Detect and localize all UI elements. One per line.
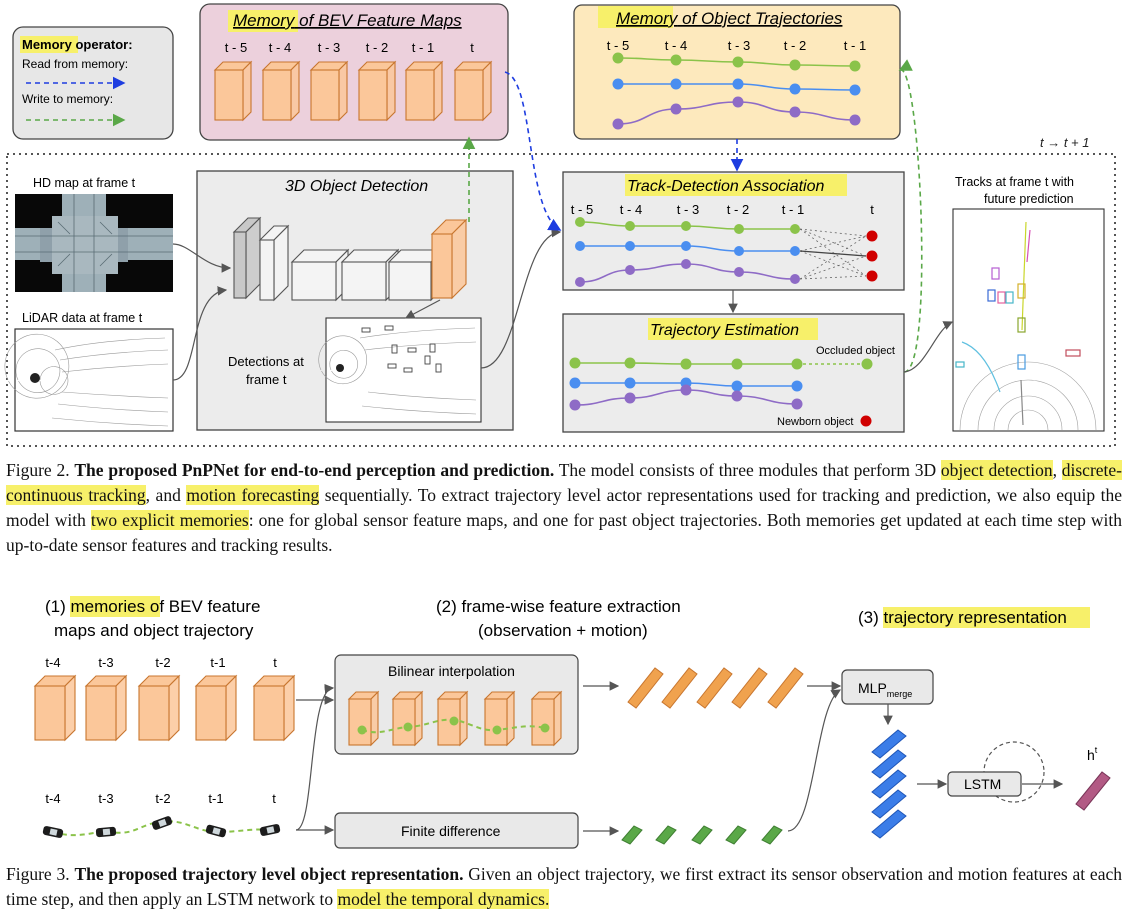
bev-cube-5-front <box>455 70 483 120</box>
svg-text:Memory operator: <box>22 37 133 52</box>
fig3-trajectory-time-labels <box>45 791 276 806</box>
f3-time-label-1: t-3 <box>98 655 114 670</box>
merged-features <box>872 730 906 838</box>
assoc-time-label-0: t - 5 <box>570 202 594 217</box>
mem-green-point-3 <box>790 60 801 71</box>
bev-memory-title-highlight: Memory <box>233 11 295 30</box>
fig2-caption-h3: motion forecasting <box>186 485 320 505</box>
memory-operator-legend <box>13 27 173 139</box>
bev-time-label-0: t - 5 <box>224 40 248 55</box>
assoc-green-point-3 <box>734 224 744 234</box>
f3-cube-4 <box>254 676 294 740</box>
mem-purple-point-3 <box>790 107 801 118</box>
f3-traj-label-0: t-4 <box>45 791 61 806</box>
f3-cube-2-front <box>139 686 169 740</box>
assoc-time-label-5: t <box>870 202 874 217</box>
det-layer-4-front <box>389 262 431 300</box>
step2-line1: (2) frame-wise feature extraction <box>436 597 681 616</box>
bilinear-sample-0 <box>358 726 367 735</box>
mem-blue-point-2 <box>733 79 744 90</box>
bev-time-label-4: t - 1 <box>411 40 435 55</box>
hidden-state <box>1076 745 1110 810</box>
det-layer-2-front <box>292 262 336 300</box>
step1-prefix: (1) <box>45 597 71 616</box>
est-purple-point-0 <box>570 400 581 411</box>
newborn-label: Newborn object <box>777 416 854 428</box>
fig2-caption-t4: sequentially. To extract trajectory level actor representations used for tracking and prediction, we also equip the model with <box>6 485 1123 530</box>
mlp-subscript: merge <box>886 689 913 699</box>
bilinear-cube-2-side <box>460 692 467 745</box>
svg-text:(1) memories of BEV feature <box>45 597 260 616</box>
f3-cube-3 <box>196 676 236 740</box>
mem-green-point-2 <box>733 57 744 68</box>
legend-title-rest: operator: <box>71 37 133 52</box>
fig2-caption-h4: two explicit memories <box>90 510 249 530</box>
mem-blue-point-3 <box>790 84 801 95</box>
fig3-feature-time-labels <box>45 655 277 670</box>
car-icon-1 <box>96 827 117 838</box>
f3-cube-2-side <box>169 676 179 740</box>
assoc-detection-0 <box>867 231 878 242</box>
fig3-trajectory-cars <box>42 815 280 838</box>
step1-highlight: memories o <box>70 597 160 616</box>
bev-cube-0 <box>215 62 251 120</box>
est-purple-point-2 <box>681 385 692 396</box>
fig2-caption-t2: , <box>1052 460 1062 480</box>
bilinear-cube-4-side <box>554 692 561 745</box>
det-layer-0-side <box>246 218 260 298</box>
bev-time-label-2: t - 3 <box>317 40 341 55</box>
step1-rest: f BEV feature <box>159 597 261 616</box>
detections-image <box>319 318 481 422</box>
car-icon-2 <box>151 815 173 830</box>
f3-traj-label-3: t-1 <box>208 791 224 806</box>
bev-cube-3 <box>359 62 395 120</box>
mem-purple-point-4 <box>850 115 861 126</box>
fig2-caption-h2: discrete-continuous tracking <box>6 460 1122 505</box>
f3-cube-0-side <box>65 676 75 740</box>
hidden-label: h <box>1087 747 1095 763</box>
assoc-detection-2 <box>867 271 878 282</box>
car-window <box>103 829 110 836</box>
bev-cube-1 <box>263 62 299 120</box>
car-icon-4 <box>259 824 280 837</box>
hidden-superscript: t <box>1094 745 1098 755</box>
f3-time-label-0: t-4 <box>45 655 61 670</box>
motion-feature-0 <box>622 826 642 844</box>
svg-text:(3) trajectory representation <box>858 608 1067 627</box>
assoc-blue-point-1 <box>625 241 635 251</box>
svg-text:Memory of BEV Feature Maps <box>233 11 462 30</box>
motion-feature-1 <box>656 826 676 844</box>
step3-highlight: trajectory representation <box>883 608 1067 627</box>
fig2-caption-h1: object detection <box>940 460 1053 480</box>
tracks-image <box>953 175 1104 431</box>
observation-feature-0 <box>628 668 663 708</box>
mlp-box <box>842 670 933 704</box>
legend-title-highlight: Memory <box>22 37 72 52</box>
bev-time-label-3: t - 2 <box>365 40 389 55</box>
mlp-label: MLP <box>858 680 887 696</box>
finite-box <box>335 813 578 848</box>
est-green-point-3 <box>732 359 743 370</box>
observation-feature-3 <box>732 668 767 708</box>
f3-time-label-4: t <box>273 655 277 670</box>
f3-time-label-3: t-1 <box>210 655 226 670</box>
bilinear-cube-1 <box>393 692 422 745</box>
bev-cube-4-front <box>406 70 434 120</box>
motion-features <box>622 826 782 844</box>
bilinear-cube-3-front <box>485 699 507 745</box>
traj-memory-title-rest: of Object Trajectories <box>677 9 843 28</box>
hd-map-image <box>15 176 173 292</box>
det-layer-2 <box>292 250 348 300</box>
est-purple-point-3 <box>732 391 743 402</box>
mem-blue-point-1 <box>671 79 682 90</box>
bev-memory-title-rest: of BEV Feature Maps <box>294 11 462 30</box>
det-layer-1 <box>260 226 288 300</box>
observation-feature-4 <box>768 668 803 708</box>
lstm-label: LSTM <box>964 776 1002 792</box>
f3-time-label-2: t-2 <box>155 655 171 670</box>
motion-feature-4 <box>762 826 782 844</box>
bev-cube-0-side <box>243 62 251 120</box>
lidar-label: LiDAR data at frame t <box>22 311 143 325</box>
legend-write-label: Write to memory: <box>22 92 114 106</box>
est-occluded-point <box>862 359 873 370</box>
bev-cube-3-side <box>387 62 395 120</box>
est-green-point-0 <box>570 358 581 369</box>
est-green-point-2 <box>681 359 692 370</box>
traj-mem-time-label-2: t - 3 <box>727 38 751 53</box>
det-layer-0 <box>234 218 260 298</box>
association-title: Track-Detection Association <box>627 178 825 195</box>
bilinear-cube-1-front <box>393 699 415 745</box>
fig3-caption-bold: The proposed trajectory level object representation. <box>74 864 464 884</box>
bev-cube-4 <box>406 62 442 120</box>
bev-memory-box <box>200 4 508 140</box>
bev-cube-2-side <box>339 62 347 120</box>
traj-mem-time-label-1: t - 4 <box>664 38 688 53</box>
assoc-time-label-1: t - 4 <box>619 202 643 217</box>
det-layer-3-front <box>342 262 386 300</box>
f3-cube-0 <box>35 676 75 740</box>
f3-cube-1-side <box>116 676 126 740</box>
motion-feature-2 <box>692 826 712 844</box>
bilinear-box <box>335 655 578 754</box>
assoc-purple-point-4 <box>790 274 800 284</box>
assoc-blue-point-4 <box>790 246 800 256</box>
step2-line2: (observation + motion) <box>478 621 648 640</box>
bilinear-cube-4 <box>532 692 561 745</box>
det-layer-0-front <box>234 232 246 298</box>
traj-memory-title-highlight: Memory <box>616 9 678 28</box>
assoc-blue-point-0 <box>575 241 585 251</box>
est-blue-point-3 <box>732 381 743 392</box>
bilinear-cube-1-side <box>415 692 422 745</box>
assoc-green-point-2 <box>681 221 691 231</box>
estimation-module <box>563 314 904 432</box>
observation-feature-2 <box>697 668 732 708</box>
occluded-label: Occluded object <box>816 345 895 357</box>
bev-cube-1-side <box>291 62 299 120</box>
fig2-caption-prefix: Figure 2. <box>6 460 75 480</box>
bev-cube-0-front <box>215 70 243 120</box>
f3-cube-4-side <box>284 676 294 740</box>
bilinear-cube-0 <box>349 692 378 745</box>
f3-cube-1-front <box>86 686 116 740</box>
bev-cube-5 <box>455 62 491 120</box>
observation-features <box>628 668 803 708</box>
mem-purple-point-0 <box>613 119 624 130</box>
bilinear-sample-1 <box>404 723 413 732</box>
bilinear-cube-3 <box>485 692 514 745</box>
bev-cube-1-front <box>263 70 291 120</box>
bev-cube-3-front <box>359 70 387 120</box>
mem-green-point-4 <box>850 61 861 72</box>
est-blue-point-1 <box>625 378 636 389</box>
fig2-caption-t3: , and <box>145 485 187 505</box>
step3-prefix: (3) <box>858 608 884 627</box>
det-layer-5-side <box>452 220 466 298</box>
f3-cube-4-front <box>254 686 284 740</box>
assoc-green-point-4 <box>790 224 800 234</box>
car-icon-3 <box>205 824 227 838</box>
svg-text:Memory of Object Trajectories <box>616 9 843 28</box>
det-layer-5 <box>432 220 466 298</box>
bilinear-cube-3-side <box>507 692 514 745</box>
assoc-green-point-1 <box>625 221 635 231</box>
f3-traj-label-4: t <box>272 791 276 806</box>
legend-read-label: Read from memory: <box>22 57 129 71</box>
detection-title: 3D Object Detection <box>285 178 429 195</box>
lstm-box <box>948 742 1044 802</box>
det-layer-1-front <box>260 240 274 300</box>
lidar-image <box>5 311 173 431</box>
fig3-caption-t1: Given an object trajectory, we first extract its sensor observation and motion features at each time step, and then apply an LSTM network to <box>6 864 1122 909</box>
f3-traj-label-1: t-3 <box>98 791 114 806</box>
bev-cube-5-side <box>483 62 491 120</box>
detections-label-line1: Detections at <box>228 354 304 369</box>
motion-feature-3 <box>726 826 746 844</box>
det-layer-5-front <box>432 234 452 298</box>
assoc-detection-1 <box>867 251 878 262</box>
mem-purple-point-1 <box>671 104 682 115</box>
f3-cube-3-front <box>196 686 226 740</box>
bev-cube-4-side <box>434 62 442 120</box>
traj-mem-time-label-4: t - 1 <box>843 38 867 53</box>
f3-cube-1 <box>86 676 126 740</box>
tracks-label-line1: Tracks at frame t with <box>955 175 1075 189</box>
time-step-label: t → t + 1 <box>1040 135 1090 150</box>
f3-cube-3-side <box>226 676 236 740</box>
est-green-point-1 <box>625 358 636 369</box>
traj-mem-time-label-3: t - 2 <box>783 38 807 53</box>
detection-module <box>197 171 513 430</box>
assoc-blue-point-3 <box>734 246 744 256</box>
assoc-purple-point-2 <box>681 259 691 269</box>
est-purple-point-4 <box>792 399 803 410</box>
car-icon-0 <box>42 826 63 839</box>
fig3-caption-h1: model the temporal dynamics. <box>337 889 550 909</box>
est-newborn-point <box>861 416 872 427</box>
f3-traj-label-2: t-2 <box>155 791 171 806</box>
bilinear-cube-4-front <box>532 699 554 745</box>
mem-blue-point-0 <box>613 79 624 90</box>
fig2-caption-bold: The proposed PnPNet for end-to-end perception and prediction. <box>74 460 555 480</box>
association-module <box>563 172 904 290</box>
mem-green-point-1 <box>671 55 682 66</box>
assoc-purple-point-3 <box>734 267 744 277</box>
figure2-caption <box>6 458 1122 558</box>
bev-cube-2 <box>311 62 347 120</box>
bilinear-cube-0-front <box>349 699 371 745</box>
fig3-caption-prefix: Figure 3. <box>6 864 75 884</box>
estimation-title: Trajectory Estimation <box>650 322 800 339</box>
finite-label: Finite difference <box>401 823 501 839</box>
bilinear-cube-0-side <box>371 692 378 745</box>
assoc-time-label-2: t - 3 <box>676 202 700 217</box>
bev-time-label-1: t - 4 <box>268 40 292 55</box>
f3-cube-2 <box>139 676 179 740</box>
bilinear-sample-4 <box>541 724 550 733</box>
est-purple-point-1 <box>625 393 636 404</box>
assoc-purple-point-1 <box>625 265 635 275</box>
svg-text:ht <box>1087 745 1098 763</box>
assoc-green-point-0 <box>575 217 585 227</box>
bev-time-label-5: t <box>470 40 474 55</box>
assoc-time-label-4: t - 1 <box>781 202 805 217</box>
mem-blue-point-4 <box>850 85 861 96</box>
f3-cube-0-front <box>35 686 65 740</box>
fig2-caption-t1: The model consists of three modules that perform 3D <box>554 460 941 480</box>
trajectory-memory-box <box>574 5 900 139</box>
step1-line2: maps and object trajectory <box>54 621 254 640</box>
observation-feature-1 <box>662 668 697 708</box>
est-blue-point-0 <box>570 378 581 389</box>
assoc-time-label-3: t - 2 <box>726 202 750 217</box>
traj-mem-time-label-0: t - 5 <box>606 38 630 53</box>
est-blue-point-4 <box>792 381 803 392</box>
fig2-caption-t5: : one for global sensor feature maps, and one for past object trajectories. Both memories get updated at each time step with up-to-date sensor features and tracking results. <box>6 510 1122 555</box>
mem-green-point-0 <box>613 53 624 64</box>
figure3-caption <box>6 862 1122 912</box>
assoc-blue-point-2 <box>681 241 691 251</box>
fig3-feature-cubes <box>35 676 294 740</box>
bilinear-label: Bilinear interpolation <box>388 663 515 679</box>
tracks-label-line2: future prediction <box>984 192 1074 206</box>
bev-cube-2-front <box>311 70 339 120</box>
hd-map-label: HD map at frame t <box>33 176 136 190</box>
mem-purple-point-2 <box>733 97 744 108</box>
detections-label-line2: frame t <box>246 372 287 387</box>
assoc-purple-point-0 <box>575 277 585 287</box>
bilinear-sample-3 <box>493 726 502 735</box>
bilinear-sample-2 <box>450 717 459 726</box>
